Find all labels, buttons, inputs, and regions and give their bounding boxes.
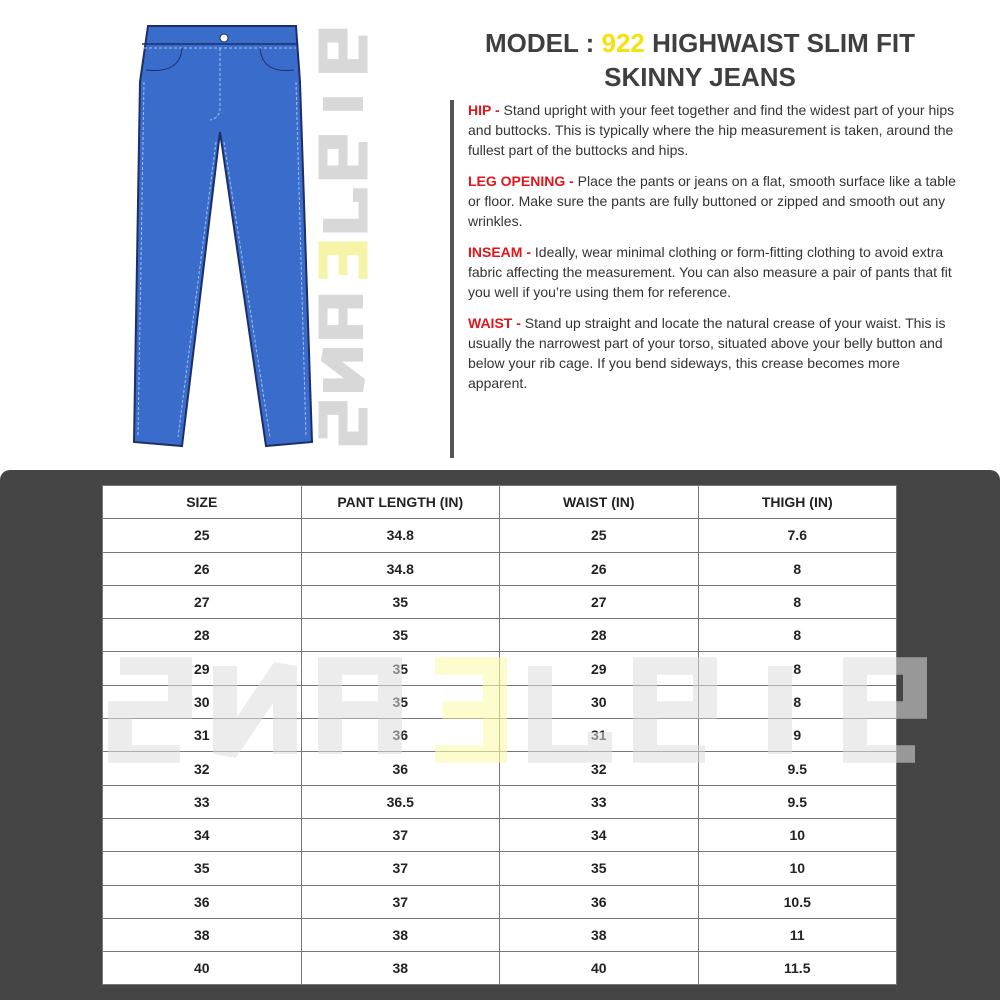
table-cell: 9.5: [698, 752, 897, 785]
side-watermark: [318, 28, 368, 458]
table-cell: 40: [500, 952, 699, 985]
table-row: [103, 552, 897, 585]
table-cell: 35: [301, 685, 500, 718]
table-cell: 37: [301, 818, 500, 851]
table-row: [103, 818, 897, 851]
table-cell: 8: [698, 685, 897, 718]
table-cell: 35: [500, 852, 699, 885]
watermark-letter: [323, 248, 363, 278]
table-cell: 32: [103, 752, 302, 785]
table-cell: 34.8: [301, 552, 500, 585]
table-row: [103, 752, 897, 785]
table-cell: 36: [301, 752, 500, 785]
watermark-letter: [323, 195, 363, 225]
table-cell: 29: [103, 652, 302, 685]
table-cell: 33: [500, 785, 699, 818]
inseam-instruction: INSEAM - Ideally, wear minimal clothing or form-fitting clothing to avoid extra fabric affecting the measurement. You can also measure a pair of pants that fit you well if you’re using them for reference.: [468, 244, 952, 300]
table-cell: 33: [103, 785, 302, 818]
table-cell: 34.8: [301, 519, 500, 552]
table-cell: 37: [301, 852, 500, 885]
table-cell: 29: [500, 652, 699, 685]
table-row: [103, 652, 897, 685]
table-cell: 10.5: [698, 885, 897, 918]
table-cell: 38: [500, 918, 699, 951]
table-cell: 40: [103, 952, 302, 985]
table-cell: 8: [698, 619, 897, 652]
table-row: [103, 852, 897, 885]
table-cell: 35: [301, 585, 500, 618]
table-cell: 30: [500, 685, 699, 718]
table-row: [103, 585, 897, 618]
table-cell: 28: [103, 619, 302, 652]
table-cell: 25: [103, 519, 302, 552]
table-cell: 30: [103, 685, 302, 718]
waist-instruction: WAIST - Stand up straight and locate the natural crease of your waist. This is usually the narrowest part of your torso, situated above your belly button and below your rib cage. If you bend sideways, this crease becomes more apparent.: [468, 315, 946, 391]
table-cell: 28: [500, 619, 699, 652]
table-cell: 35: [103, 852, 302, 885]
table-cell: 8: [698, 652, 897, 685]
table-row: [103, 918, 897, 951]
table-cell: 38: [103, 918, 302, 951]
table-cell: 27: [500, 585, 699, 618]
table-cell: 37: [301, 885, 500, 918]
table-cell: 35: [301, 652, 500, 685]
table-row: [103, 519, 897, 552]
column-header: PANT LENGTH (IN): [301, 486, 500, 519]
table-cell: 32: [500, 752, 699, 785]
page-title: MODEL : 922 HIGHWAIST SLIM FIT SKINNY JEANS: [484, 28, 915, 92]
table-cell: 36: [103, 885, 302, 918]
table-cell: 10: [698, 818, 897, 851]
table-row: [103, 952, 897, 985]
table-cell: 26: [103, 552, 302, 585]
table-cell: 34: [103, 818, 302, 851]
table-cell: 11.5: [698, 952, 897, 985]
hip-instruction: HIP - Stand upright with your feet together and find the widest part of your hips and buttocks. This is typically where the hip measurement is taken, around the fullest part of the buttocks and hips.: [468, 102, 955, 158]
table-cell: 25: [500, 519, 699, 552]
table-cell: 10: [698, 852, 897, 885]
table-cell: 36: [500, 885, 699, 918]
size-chart-table: [102, 485, 897, 985]
watermark-letter: [323, 408, 363, 438]
table-cell: 26: [500, 552, 699, 585]
table-cell: 9.5: [698, 785, 897, 818]
table-cell: 34: [500, 818, 699, 851]
table-cell: 7.6: [698, 519, 897, 552]
table-cell: 31: [103, 719, 302, 752]
table-cell: 31: [500, 719, 699, 752]
table-cell: 27: [103, 585, 302, 618]
column-header: SIZE: [103, 486, 302, 519]
watermark-letter: [323, 302, 363, 332]
watermark-letter: [323, 36, 363, 66]
watermark-letter: [323, 355, 363, 385]
table-cell: 9: [698, 719, 897, 752]
column-header: THIGH (IN): [698, 486, 897, 519]
table-cell: 38: [301, 952, 500, 985]
watermark-letter: [323, 142, 363, 172]
table-row: [103, 685, 897, 718]
table-cell: 38: [301, 918, 500, 951]
table-row: [103, 785, 897, 818]
measurement-instructions: [450, 100, 960, 458]
column-header: WAIST (IN): [500, 486, 699, 519]
table-cell: 8: [698, 585, 897, 618]
table-cell: 8: [698, 552, 897, 585]
table-cell: 36.5: [301, 785, 500, 818]
table-cell: 35: [301, 619, 500, 652]
table-cell: 36: [301, 719, 500, 752]
leg-opening-instruction: LEG OPENING - Place the pants or jeans on a flat, smooth surface like a table or floor. Make sure the pants are fully buttoned or zipped and smooth out any wrinkles.: [468, 173, 956, 229]
jeans-illustration: [120, 22, 320, 452]
table-row: [103, 719, 897, 752]
table-row: [103, 885, 897, 918]
table-cell: 11: [698, 918, 897, 951]
table-row: [103, 619, 897, 652]
